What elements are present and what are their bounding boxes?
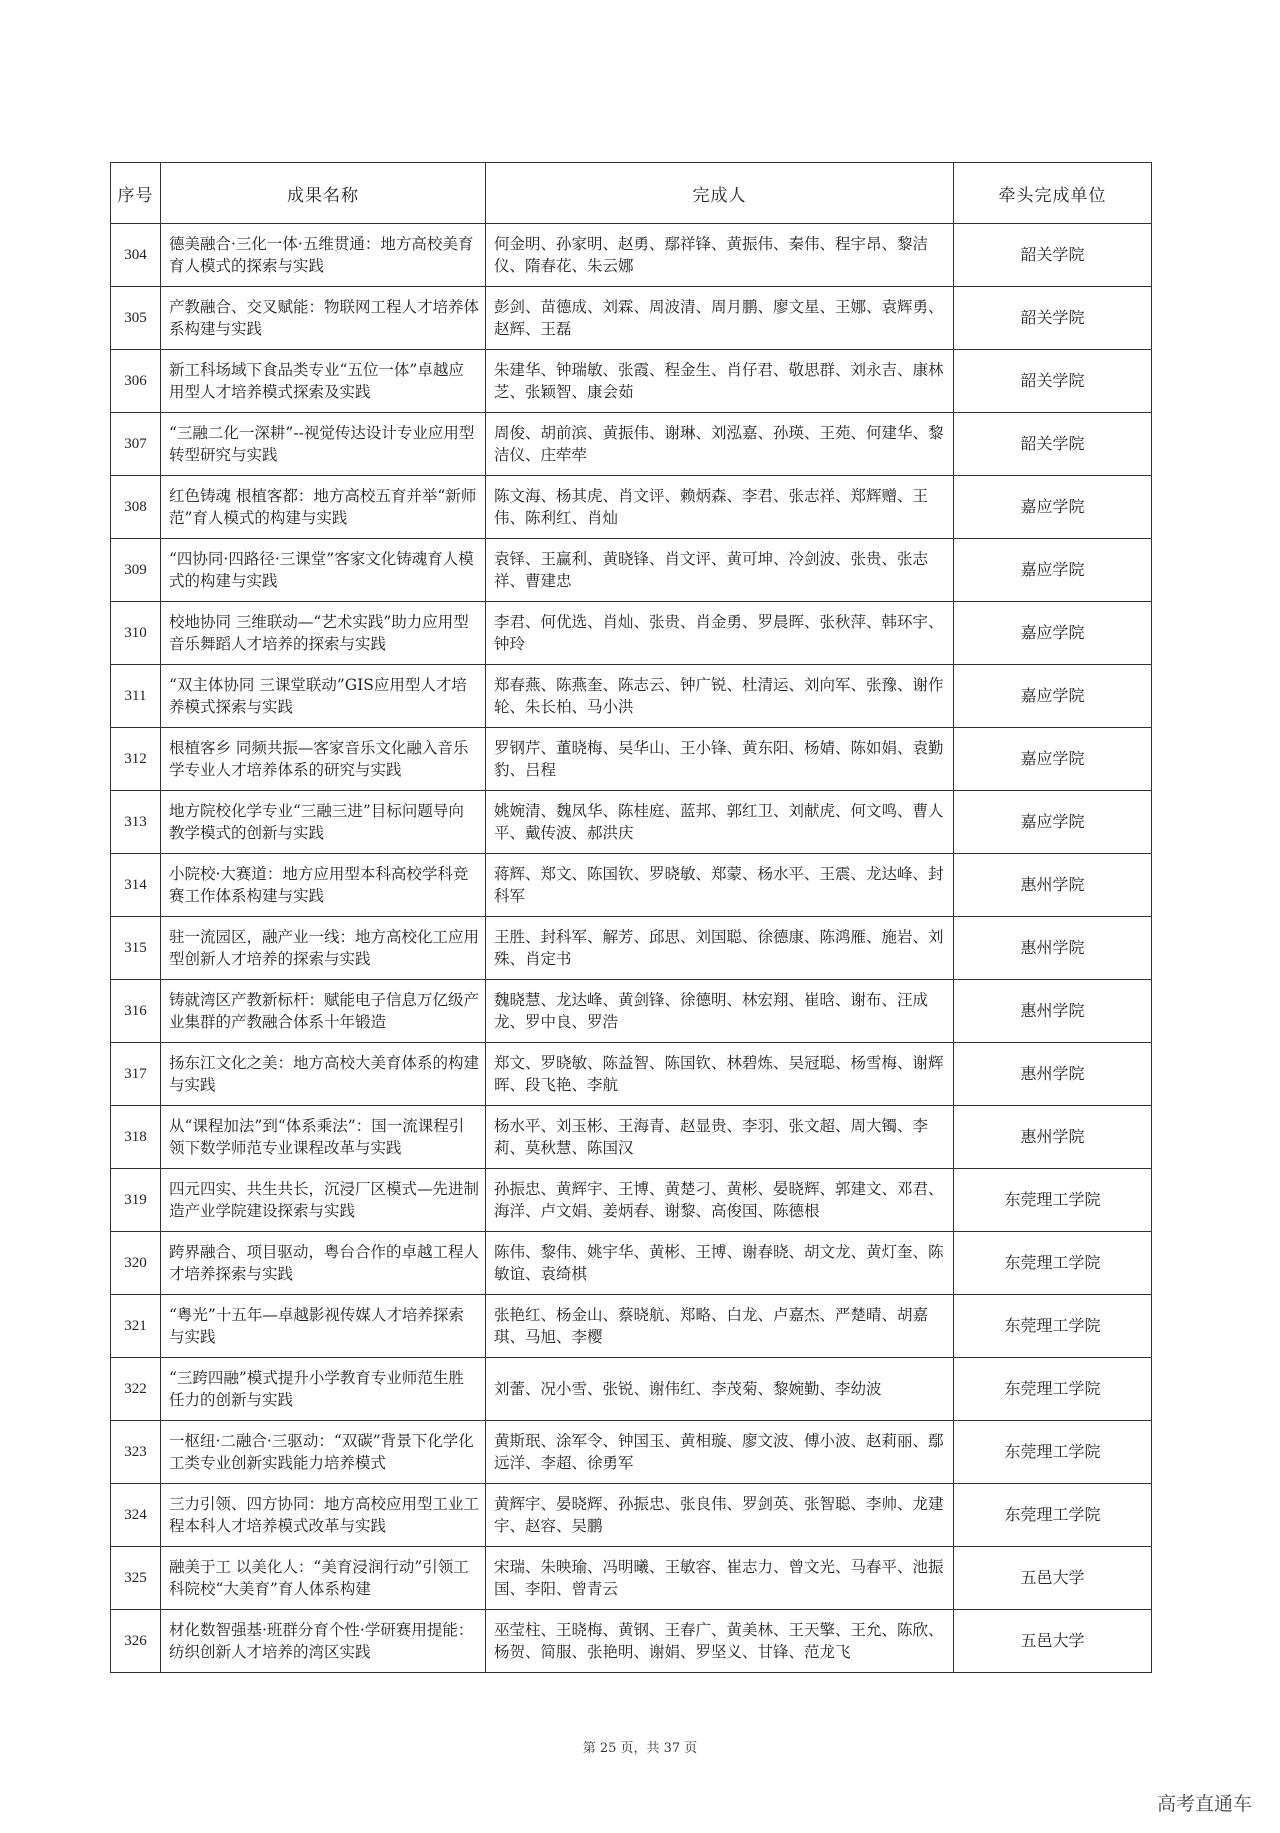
cell-achievement-name: 地方院校化学专业“三融三进”目标问题导向教学模式的创新与实践: [161, 791, 486, 854]
cell-serial-number: 319: [111, 1169, 161, 1232]
table-row: [111, 1484, 1152, 1547]
cell-lead-unit: 嘉应学院: [954, 791, 1152, 854]
table-row: [111, 287, 1152, 350]
cell-lead-unit: 东莞理工学院: [954, 1421, 1152, 1484]
cell-serial-number: 316: [111, 980, 161, 1043]
table-row: [111, 854, 1152, 917]
cell-achievement-name: 材化数智强基·班群分育个性·学研赛用提能：纺织创新人才培养的湾区实践: [161, 1610, 486, 1673]
cell-achievement-name: “粤光”十五年—卓越影视传媒人才培养探索与实践: [161, 1295, 486, 1358]
cell-achievement-name: 产教融合、交叉赋能：物联网工程人才培养体系构建与实践: [161, 287, 486, 350]
cell-achievement-name: “四协同·四路径·三课堂”客家文化铸魂育人模式的构建与实践: [161, 539, 486, 602]
cell-achievement-name: 根植客乡 同频共振—客家音乐文化融入音乐学专业人才培养体系的研究与实践: [161, 728, 486, 791]
table-row: [111, 728, 1152, 791]
table-row: [111, 224, 1152, 287]
cell-contributors: 黄辉宇、晏晓辉、孙振忠、张良伟、罗剑英、张智聪、李帅、龙建宇、赵容、吴鹏: [486, 1484, 954, 1547]
cell-contributors: 刘蕾、况小雪、张锐、谢伟红、李茂菊、黎婉勤、李幼波: [486, 1358, 954, 1421]
cell-achievement-name: 铸就湾区产教新标杆：赋能电子信息万亿级产业集群的产教融合体系十年锻造: [161, 980, 486, 1043]
cell-serial-number: 321: [111, 1295, 161, 1358]
cell-serial-number: 309: [111, 539, 161, 602]
table-row: [111, 665, 1152, 728]
header-lead-unit: 牵头完成单位: [954, 163, 1152, 224]
page-number: 第 25 页，共 37 页: [582, 1741, 698, 1756]
cell-lead-unit: 韶关学院: [954, 287, 1152, 350]
cell-achievement-name: 跨界融合、项目驱动，粤台合作的卓越工程人才培养探索与实践: [161, 1232, 486, 1295]
cell-serial-number: 312: [111, 728, 161, 791]
cell-serial-number: 317: [111, 1043, 161, 1106]
cell-serial-number: 315: [111, 917, 161, 980]
cell-contributors: 郑文、罗晓敏、陈益智、陈国钦、林碧炼、吴冠聪、杨雪梅、谢辉晖、段飞艳、李航: [486, 1043, 954, 1106]
cell-contributors: 周俊、胡前滨、黄振伟、谢琳、刘泓嘉、孙瑛、王苑、何建华、黎洁仪、庄荦荦: [486, 413, 954, 476]
cell-lead-unit: 惠州学院: [954, 917, 1152, 980]
cell-contributors: 黄斯珉、涂军令、钟国玉、黄相璇、廖文波、傅小波、赵莉丽、鄢远洋、李超、徐勇军: [486, 1421, 954, 1484]
table-row: [111, 1169, 1152, 1232]
cell-serial-number: 314: [111, 854, 161, 917]
cell-serial-number: 324: [111, 1484, 161, 1547]
cell-achievement-name: 小院校·大赛道：地方应用型本科高校学科竞赛工作体系构建与实践: [161, 854, 486, 917]
cell-achievement-name: 红色铸魂 根植客都：地方高校五育并举“新师范”育人模式的构建与实践: [161, 476, 486, 539]
cell-lead-unit: 五邑大学: [954, 1547, 1152, 1610]
cell-achievement-name: “三融二化一深耕”--视觉传达设计专业应用型转型研究与实践: [161, 413, 486, 476]
cell-contributors: 彭剑、苗德成、刘霖、周波清、周月鹏、廖文星、王娜、袁辉勇、赵辉、王磊: [486, 287, 954, 350]
cell-contributors: 何金明、孙家明、赵勇、鄢祥锋、黄振伟、秦伟、程宇昂、黎洁仪、隋春花、朱云娜: [486, 224, 954, 287]
cell-achievement-name: 校地协同 三维联动—“艺术实践”助力应用型音乐舞蹈人才培养的探索与实践: [161, 602, 486, 665]
awards-table: [110, 162, 1152, 1673]
cell-lead-unit: 惠州学院: [954, 854, 1152, 917]
cell-achievement-name: 一枢纽·二融合·三驱动：“双碳”背景下化学化工类专业创新实践能力培养模式: [161, 1421, 486, 1484]
cell-serial-number: 308: [111, 476, 161, 539]
cell-serial-number: 322: [111, 1358, 161, 1421]
cell-achievement-name: 驻一流园区，融产业一线：地方高校化工应用型创新人才培养的探索与实践: [161, 917, 486, 980]
cell-lead-unit: 东莞理工学院: [954, 1232, 1152, 1295]
cell-lead-unit: 嘉应学院: [954, 665, 1152, 728]
table-row: [111, 413, 1152, 476]
header-achievement-name: 成果名称: [161, 163, 486, 224]
cell-achievement-name: 扬东江文化之美：地方高校大美育体系的构建与实践: [161, 1043, 486, 1106]
cell-contributors: 罗钢芹、董晓梅、吴华山、王小锋、黄东阳、杨婧、陈如娟、袁勤豹、吕程: [486, 728, 954, 791]
cell-serial-number: 307: [111, 413, 161, 476]
cell-lead-unit: 五邑大学: [954, 1610, 1152, 1673]
watermark-text: 高考直通车: [1156, 1793, 1252, 1815]
table-row: [111, 1610, 1152, 1673]
cell-serial-number: 306: [111, 350, 161, 413]
cell-serial-number: 305: [111, 287, 161, 350]
table-row: [111, 1421, 1152, 1484]
cell-serial-number: 325: [111, 1547, 161, 1610]
cell-lead-unit: 东莞理工学院: [954, 1169, 1152, 1232]
cell-serial-number: 326: [111, 1610, 161, 1673]
cell-achievement-name: 四元四实、共生共长，沉浸厂区模式—先进制造产业学院建设探索与实践: [161, 1169, 486, 1232]
cell-lead-unit: 东莞理工学院: [954, 1295, 1152, 1358]
header-contributors: 完成人: [486, 163, 954, 224]
table-row: [111, 1106, 1152, 1169]
cell-lead-unit: 韶关学院: [954, 413, 1152, 476]
cell-lead-unit: 嘉应学院: [954, 476, 1152, 539]
cell-lead-unit: 韶关学院: [954, 350, 1152, 413]
cell-contributors: 陈伟、黎伟、姚宇华、黄彬、王博、谢春晓、胡文龙、黄灯奎、陈敏谊、袁绮棋: [486, 1232, 954, 1295]
cell-lead-unit: 嘉应学院: [954, 602, 1152, 665]
table-body: [111, 224, 1152, 1673]
cell-contributors: 袁铎、王赢利、黄晓锋、肖文评、黄可坤、冷剑波、张贵、张志祥、曹建忠: [486, 539, 954, 602]
cell-serial-number: 318: [111, 1106, 161, 1169]
cell-lead-unit: 嘉应学院: [954, 728, 1152, 791]
table-row: [111, 1043, 1152, 1106]
cell-serial-number: 323: [111, 1421, 161, 1484]
table-row: [111, 791, 1152, 854]
cell-contributors: 李君、何优选、肖灿、张贵、肖金勇、罗晨晖、张秋萍、韩环宇、钟玲: [486, 602, 954, 665]
cell-contributors: 陈文海、杨其虎、肖文评、赖炳森、李君、张志祥、郑辉赠、王伟、陈利红、肖灿: [486, 476, 954, 539]
cell-lead-unit: 东莞理工学院: [954, 1484, 1152, 1547]
header-serial-number: 序号: [111, 163, 161, 224]
table-row: [111, 539, 1152, 602]
cell-achievement-name: 新工科场域下食品类专业“五位一体”卓越应用型人才培养模式探索及实践: [161, 350, 486, 413]
table-row: [111, 917, 1152, 980]
table-row: [111, 1232, 1152, 1295]
cell-serial-number: 320: [111, 1232, 161, 1295]
cell-lead-unit: 嘉应学院: [954, 539, 1152, 602]
cell-contributors: 姚婉清、魏凤华、陈桂庭、蓝邦、郭红卫、刘献虎、何文鸣、曹人平、戴传波、郝洪庆: [486, 791, 954, 854]
cell-lead-unit: 惠州学院: [954, 1043, 1152, 1106]
cell-contributors: 杨水平、刘玉彬、王海青、赵显贵、李羽、张文超、周大镯、李莉、莫秋慧、陈国汉: [486, 1106, 954, 1169]
cell-serial-number: 304: [111, 224, 161, 287]
cell-contributors: 郑春燕、陈燕奎、陈志云、钟广锐、杜清运、刘向军、张豫、谢作轮、朱长柏、马小洪: [486, 665, 954, 728]
cell-contributors: 朱建华、钟瑞敏、张霞、程金生、肖仔君、敬思群、刘永吉、康林芝、张颖智、康会茹: [486, 350, 954, 413]
table-row: [111, 602, 1152, 665]
cell-serial-number: 313: [111, 791, 161, 854]
cell-contributors: 魏晓慧、龙达峰、黄剑锋、徐德明、林宏翔、崔晗、谢布、汪成龙、罗中良、罗浩: [486, 980, 954, 1043]
table-row: [111, 1295, 1152, 1358]
cell-achievement-name: “三跨四融”模式提升小学教育专业师范生胜任力的创新与实践: [161, 1358, 486, 1421]
cell-serial-number: 310: [111, 602, 161, 665]
cell-contributors: 王胜、封科军、解芳、邱思、刘国聪、徐德康、陈鸿雁、施岩、刘殊、肖定书: [486, 917, 954, 980]
cell-lead-unit: 惠州学院: [954, 1106, 1152, 1169]
cell-serial-number: 311: [111, 665, 161, 728]
cell-contributors: 蒋辉、郑文、陈国钦、罗晓敏、郑蒙、杨水平、王震、龙达峰、封科军: [486, 854, 954, 917]
cell-lead-unit: 东莞理工学院: [954, 1358, 1152, 1421]
table-header-row: [111, 163, 1152, 224]
cell-contributors: 巫莹柱、王晓梅、黄钢、王春广、黄美林、王天擎、王允、陈欣、杨贺、简服、张艳明、谢娟、罗坚义、甘锋、范龙飞: [486, 1610, 954, 1673]
cell-achievement-name: 从“课程加法”到“体系乘法”：国一流课程引领下数学师范专业课程改革与实践: [161, 1106, 486, 1169]
table-row: [111, 350, 1152, 413]
table-row: [111, 980, 1152, 1043]
cell-achievement-name: 融美于工 以美化人：“美育浸润行动”引领工科院校“大美育”育人体系构建: [161, 1547, 486, 1610]
cell-lead-unit: 韶关学院: [954, 224, 1152, 287]
table-row: [111, 1358, 1152, 1421]
cell-achievement-name: 德美融合·三化一体·五维贯通：地方高校美育育人模式的探索与实践: [161, 224, 486, 287]
cell-contributors: 孙振忠、黄辉宇、王博、黄楚刁、黄彬、晏晓辉、郭建文、邓君、海洋、卢文娟、姜炳春、谢黎、高俊国、陈德根: [486, 1169, 954, 1232]
table-row: [111, 476, 1152, 539]
cell-achievement-name: “双主体协同 三课堂联动”GIS应用型人才培养模式探索与实践: [161, 665, 486, 728]
cell-contributors: 宋瑞、朱映瑜、冯明曦、王敏容、崔志力、曾文光、马春平、池振国、李阳、曾青云: [486, 1547, 954, 1610]
cell-achievement-name: 三力引领、四方协同：地方高校应用型工业工程本科人才培养模式改革与实践: [161, 1484, 486, 1547]
table-row: [111, 1547, 1152, 1610]
cell-contributors: 张艳红、杨金山、蔡晓航、郑略、白龙、卢嘉杰、严楚晴、胡嘉琪、马旭、李樱: [486, 1295, 954, 1358]
cell-lead-unit: 惠州学院: [954, 980, 1152, 1043]
